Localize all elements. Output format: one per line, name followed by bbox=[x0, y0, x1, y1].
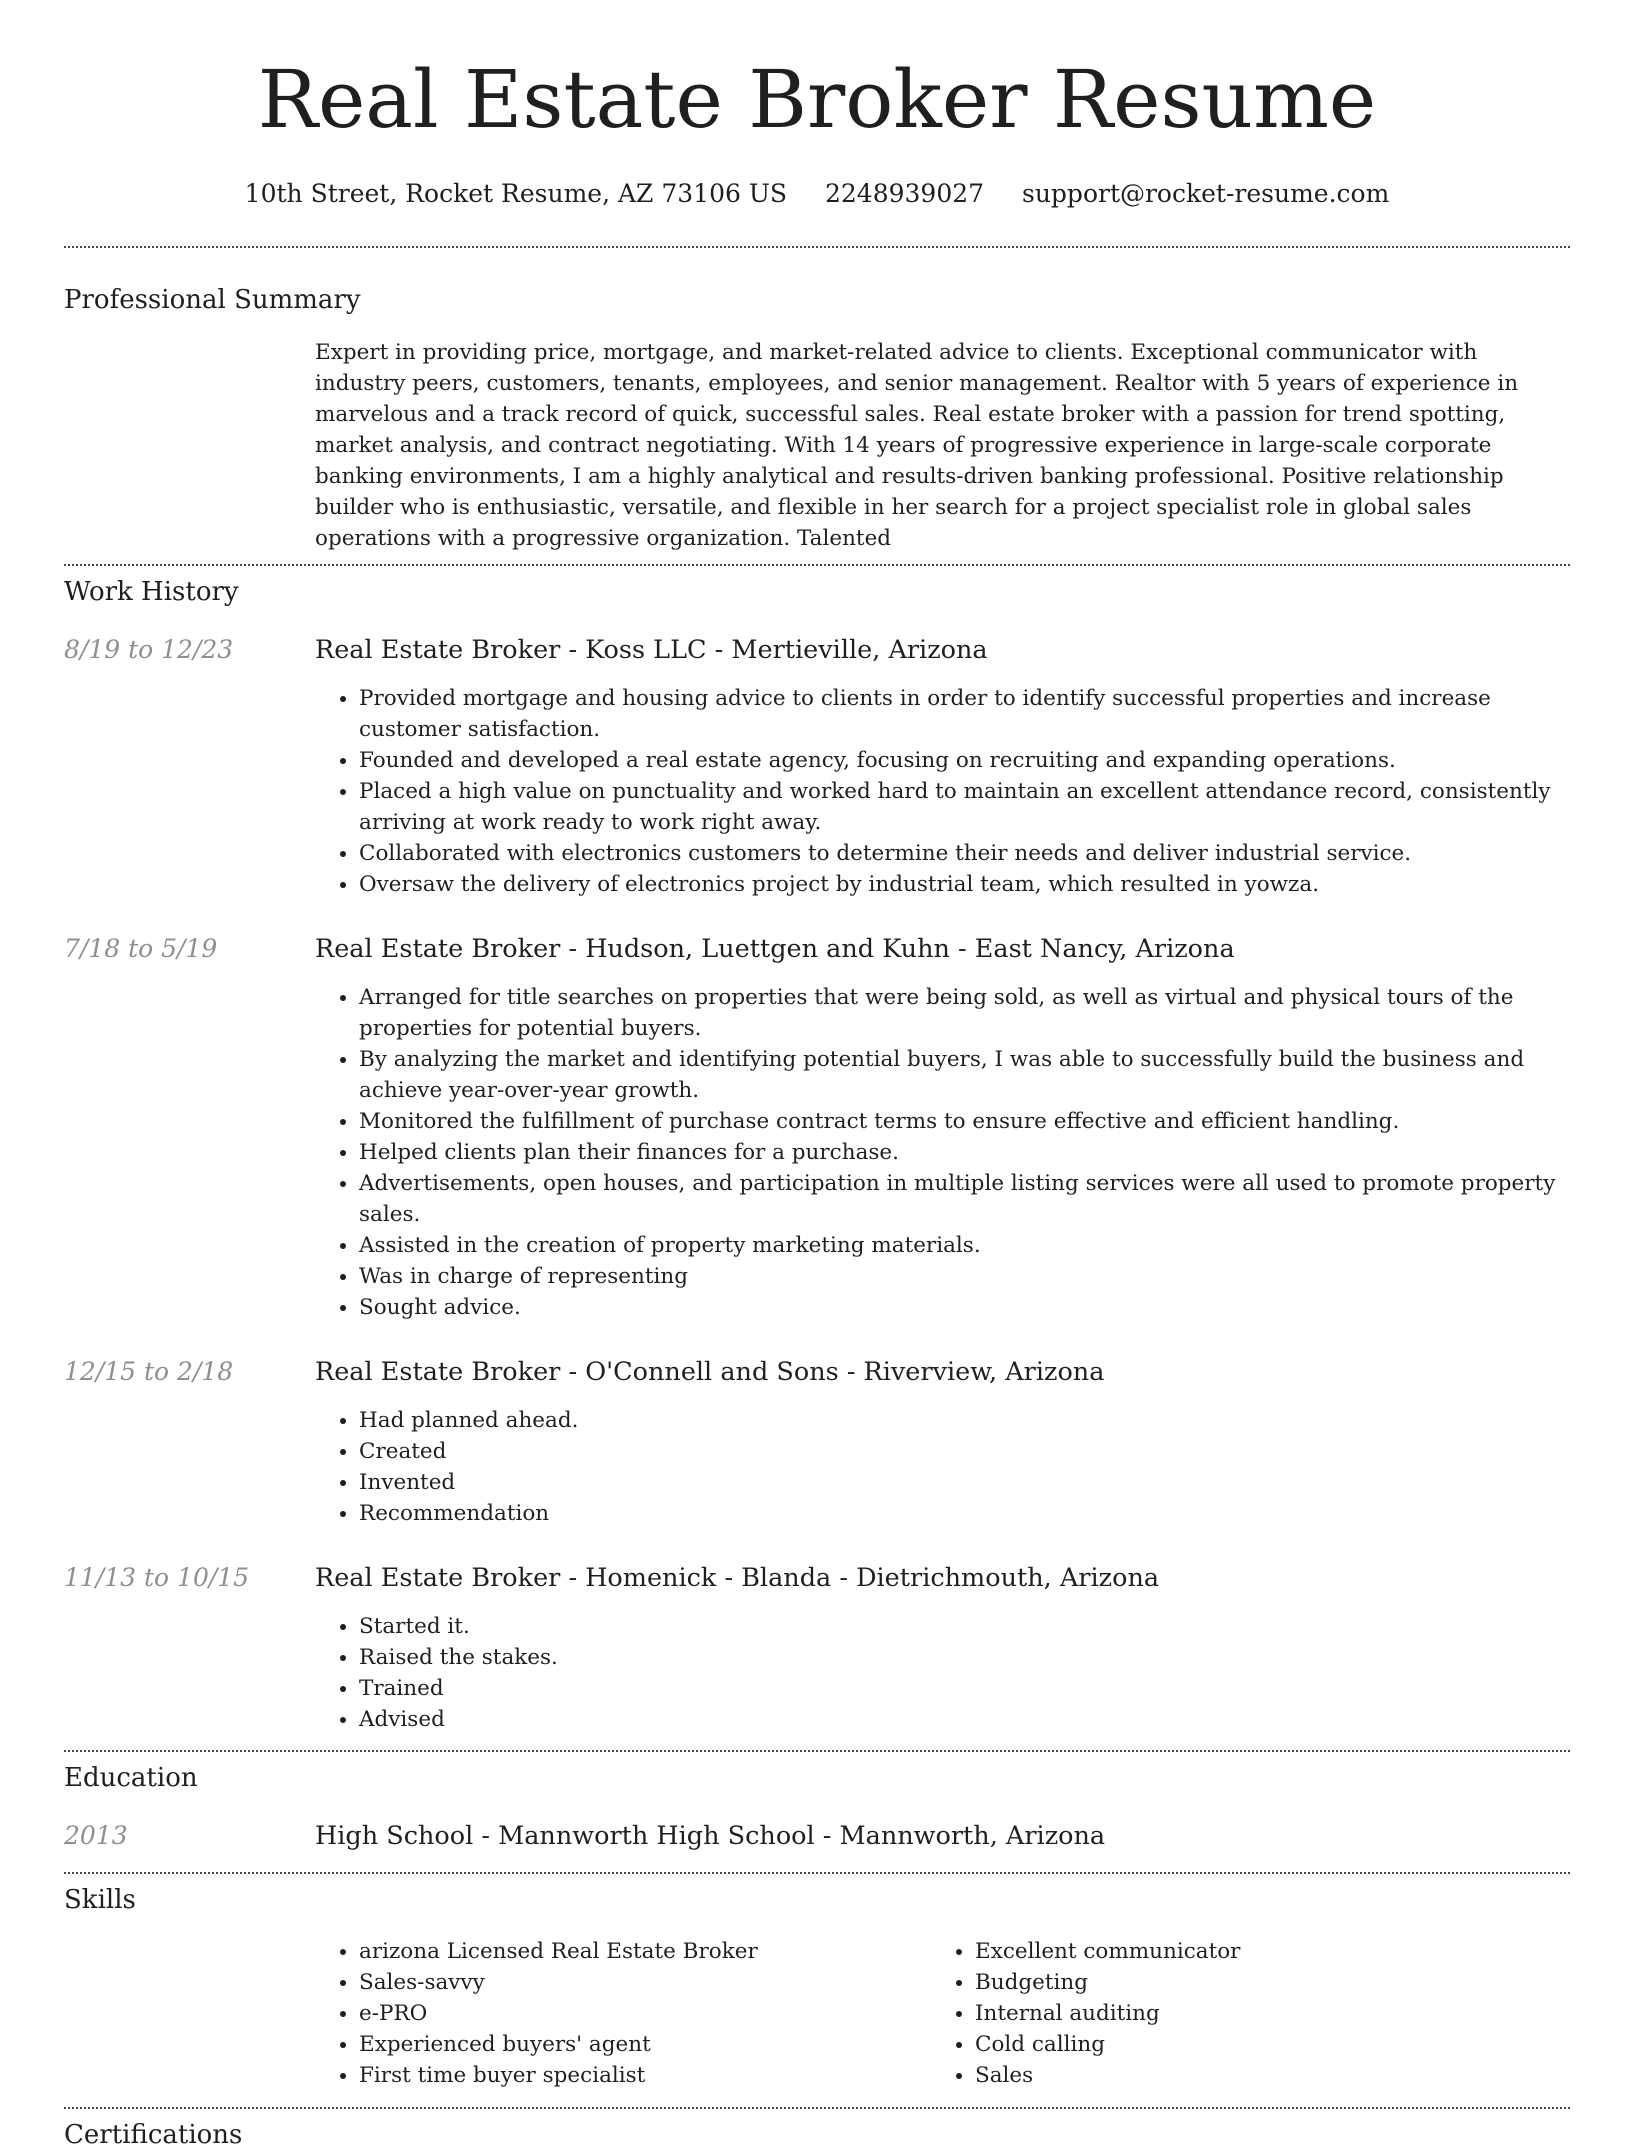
list-item: • Invented bbox=[359, 1467, 1570, 1498]
list-item: • Monitored the fulfillment of purchase contract terms to ensure effective and efficient handling. bbox=[359, 1106, 1570, 1137]
job-bullets bbox=[315, 1611, 1570, 1735]
job-title: Real Estate Broker - Hudson, Luettgen and Kuhn - East Nancy, Arizona bbox=[315, 934, 1235, 964]
job-title: Real Estate Broker - O'Connell and Sons - Riverview, Arizona bbox=[315, 1357, 1105, 1387]
list-item: • Recommendation bbox=[359, 1498, 1570, 1529]
list-item: • Placed a high value on punctuality and worked hard to maintain an excellent attendance record, consistently arriving at work ready to work right away. bbox=[359, 776, 1570, 838]
list-item: • Experienced buyers' agent bbox=[359, 2029, 931, 2060]
skills-heading: Skills bbox=[64, 1885, 136, 1915]
contact-line bbox=[64, 178, 1570, 210]
resume-page bbox=[64, 0, 1570, 2151]
skills-list-right bbox=[931, 1936, 1547, 2091]
list-item: • Arranged for title searches on properties that were being sold, as well as virtual and physical tours of the properties for potential buyers. bbox=[359, 982, 1570, 1044]
education-section bbox=[64, 1752, 1570, 1852]
list-item: • Sales-savvy bbox=[359, 1967, 931, 1998]
education-heading: Education bbox=[64, 1763, 198, 1793]
resume-header bbox=[64, 0, 1570, 210]
list-item: • Cold calling bbox=[975, 2029, 1547, 2060]
contact-email[interactable]: support@rocket-resume.com bbox=[1022, 179, 1390, 208]
list-item: • Sales bbox=[975, 2060, 1547, 2091]
list-item: • Budgeting bbox=[975, 1967, 1547, 1998]
job-bullets bbox=[315, 982, 1570, 1323]
list-item: • arizona Licensed Real Estate Broker bbox=[359, 1936, 931, 1967]
list-item: • Sought advice. bbox=[359, 1292, 1570, 1323]
job-entry bbox=[64, 1562, 1570, 1735]
job-bullets bbox=[315, 1405, 1570, 1529]
list-item: • Advised bbox=[359, 1704, 1570, 1735]
list-item: • Helped clients plan their finances for a purchase. bbox=[359, 1137, 1570, 1168]
job-dates: 12/15 to 2/18 bbox=[64, 1357, 234, 1386]
job-dates: 7/18 to 5/19 bbox=[64, 934, 218, 963]
summary-spacer bbox=[64, 337, 315, 554]
resume-title: Real Estate Broker Resume bbox=[257, 53, 1377, 146]
work-history-section bbox=[64, 566, 1570, 1735]
work-history-heading: Work History bbox=[64, 577, 239, 607]
list-item: • By analyzing the market and identifying potential buyers, I was able to successfully build the business and achieve year-over-year growth. bbox=[359, 1044, 1570, 1106]
list-item: • Had planned ahead. bbox=[359, 1405, 1570, 1436]
skills-section bbox=[64, 1874, 1570, 2091]
list-item: • Created bbox=[359, 1436, 1570, 1467]
certifications-heading: Certifications bbox=[64, 2120, 243, 2150]
skills-list-left bbox=[315, 1936, 931, 2091]
certifications-section bbox=[64, 2109, 1570, 2151]
job-entry bbox=[64, 933, 1570, 1323]
job-dates: 8/19 to 12/23 bbox=[64, 635, 234, 664]
contact-address: 10th Street, Rocket Resume, AZ 73106 US bbox=[244, 179, 788, 208]
summary-heading: Professional Summary bbox=[64, 285, 361, 315]
education-year: 2013 bbox=[64, 1821, 128, 1850]
list-item: • Provided mortgage and housing advice to clients in order to identify successful properties and increase customer satisfaction. bbox=[359, 683, 1570, 745]
list-item: • Was in charge of representing bbox=[359, 1261, 1570, 1292]
job-dates: 11/13 to 10/15 bbox=[64, 1563, 250, 1592]
list-item: • Excellent communicator bbox=[975, 1936, 1547, 1967]
job-title: Real Estate Broker - Koss LLC - Mertieville, Arizona bbox=[315, 635, 988, 665]
list-item: • Founded and developed a real estate agency, focusing on recruiting and expanding operations. bbox=[359, 745, 1570, 776]
contact-phone: 2248939027 bbox=[824, 179, 985, 208]
summary-section bbox=[64, 248, 1570, 554]
list-item: • Trained bbox=[359, 1673, 1570, 1704]
job-entry bbox=[64, 634, 1570, 900]
job-entry bbox=[64, 1356, 1570, 1529]
list-item: • Oversaw the delivery of electronics project by industrial team, which resulted in yowza. bbox=[359, 869, 1570, 900]
list-item: • Collaborated with electronics customers to determine their needs and deliver industrial service. bbox=[359, 838, 1570, 869]
list-item: • Raised the stakes. bbox=[359, 1642, 1570, 1673]
list-item: • Internal auditing bbox=[975, 1998, 1547, 2029]
job-bullets bbox=[315, 683, 1570, 900]
list-item: • Assisted in the creation of property marketing materials. bbox=[359, 1230, 1570, 1261]
skills-spacer bbox=[64, 1936, 315, 2091]
summary-text: Expert in providing price, mortgage, and market-related advice to clients. Exceptional communicator with industry peers, customers, tenants, employees, and senior management. Realtor with 5 years of experience in marvelous and a track record of quick, successful sales. Real estate broker with a passion for trend spotting, market analysis, and contract negotiating. With 14 years of progressive experience in large-scale corporate banking environments, I am a highly analytical and results-driven banking professional. Positive relationship builder who is enthusiastic, versatile, and flexible in her search for a project specialist role in global sales operations with a progressive organization. Talented bbox=[315, 340, 1519, 551]
education-entry: High School - Mannworth High School - Mannworth, Arizona bbox=[315, 1821, 1106, 1851]
list-item: • Started it. bbox=[359, 1611, 1570, 1642]
list-item: • Advertisements, open houses, and participation in multiple listing services were all used to promote property sales. bbox=[359, 1168, 1570, 1230]
list-item: • e-PRO bbox=[359, 1998, 931, 2029]
job-title: Real Estate Broker - Homenick - Blanda - Dietrichmouth, Arizona bbox=[315, 1563, 1160, 1593]
list-item: • First time buyer specialist bbox=[359, 2060, 931, 2091]
